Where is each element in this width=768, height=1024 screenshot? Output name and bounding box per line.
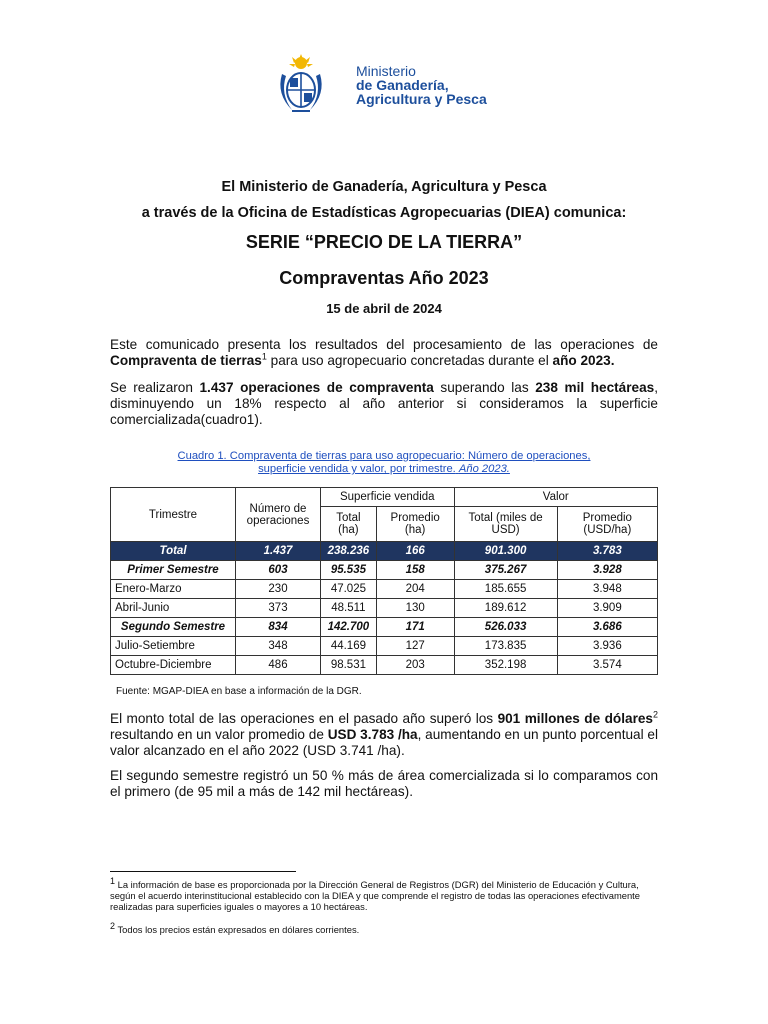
ministry-line-3: Agricultura y Pesca <box>356 91 487 107</box>
table-row: Abril-Junio 373 48.511 130 189.612 3.909 <box>111 599 658 618</box>
body-paragraph-1: El monto total de las operaciones en el pasado año superó los 901 millones de dólares$^2$ resultando en un valor promedio de USD 3.783 /ha, aumentando en un punto porcentual el valor alcanzado en el año 2022 (USD 3.741 /ha). <box>110 709 659 758</box>
table-header-row <box>111 488 658 507</box>
header-trimestre: Trimestre <box>111 488 236 542</box>
table-row: Julio-Setiembre 348 44.169 127 173.835 3.936 <box>111 637 658 656</box>
table-row: Enero-Marzo 230 47.025 204 185.655 3.948 <box>111 580 658 599</box>
heading-line-1: El Ministerio de Ganadería, Agricultura y Pesca <box>221 179 547 195</box>
intro-paragraph-1: Este comunicado presenta los resultados del procesamiento de las operaciones de Compraventa de tierras$^1$ para uso agropecuario concretadas durante el año 2023. <box>110 337 658 368</box>
caption-line-1: Cuadro 1. Compraventa de tierras para uso agropecuario: Número de operaciones, <box>177 450 591 462</box>
header-total-usd: Total (miles de USD) <box>454 507 557 542</box>
footnote-divider <box>110 871 296 872</box>
table-source: Fuente: MGAP-DIEA en base a información de la DGR. <box>116 686 362 697</box>
header-valor: Valor <box>454 488 658 507</box>
publication-date: 15 de abril de 2024 <box>326 301 442 316</box>
ministry-name <box>356 64 487 106</box>
serie-title: SERIE “PRECIO DE LA TIERRA” <box>245 232 523 252</box>
footnote-1: $^1$ La información de base es proporcionada por la Dirección General de Registros (DGR) del Ministerio de Educación y Cultura, según el acuerdo interinstitucional establecido con la DIEA y que comprende el registro de todas las operaciones efectivamente realizadas para superficies iguales o mayores a 10 hectáreas. <box>110 875 641 912</box>
header-numero: Número de operaciones <box>236 488 321 542</box>
header-promedio-ha: Promedio (ha) <box>376 507 454 542</box>
table-row: Octubre-Diciembre 486 98.531 203 352.198 3.574 <box>111 656 658 675</box>
table-row-primer-semestre: Primer Semestre 603 95.535 158 375.267 3.928 <box>111 561 658 580</box>
header-total-ha: Total (ha) <box>321 507 377 542</box>
page-subtitle: Compraventas Año 2023 <box>279 268 489 288</box>
caption-line-2: superficie vendida y valor, por trimestre. Año 2023. <box>258 463 510 475</box>
ministry-line-2: de Ganadería, <box>356 77 449 93</box>
header-promedio-usd: Promedio (USD/ha) <box>557 507 657 542</box>
table-row-total: Total 1.437 238.236 166 901.300 3.783 <box>111 542 658 561</box>
ministry-line-1: Ministerio <box>356 63 416 79</box>
uruguay-coat-of-arms-icon <box>272 54 330 114</box>
footnote-2: $^2$ Todos los precios están expresados en dólares corrientes. <box>110 920 360 935</box>
heading-line-2: a través de la Oficina de Estadísticas Agropecuarias (DIEA) comunica: <box>141 205 627 221</box>
header-superficie: Superficie vendida <box>321 488 455 507</box>
data-table <box>110 487 658 675</box>
body-paragraph-2: El segundo semestre registró un 50 % más de área comercializada si lo comparamos con el primero (de 95 mil a más de 142 mil hectáreas). <box>110 768 658 799</box>
table-row-segundo-semestre: Segundo Semestre 834 142.700 171 526.033 3.686 <box>111 618 658 637</box>
table-caption[interactable] <box>150 450 618 476</box>
intro-paragraph-2: Se realizaron 1.437 operaciones de compraventa superando las 238 mil hectáreas, disminuyendo un 18% respecto al año anterior si consideramos la superficie comercializada(cuadro1). <box>110 380 658 427</box>
ministry-logo <box>272 54 512 124</box>
